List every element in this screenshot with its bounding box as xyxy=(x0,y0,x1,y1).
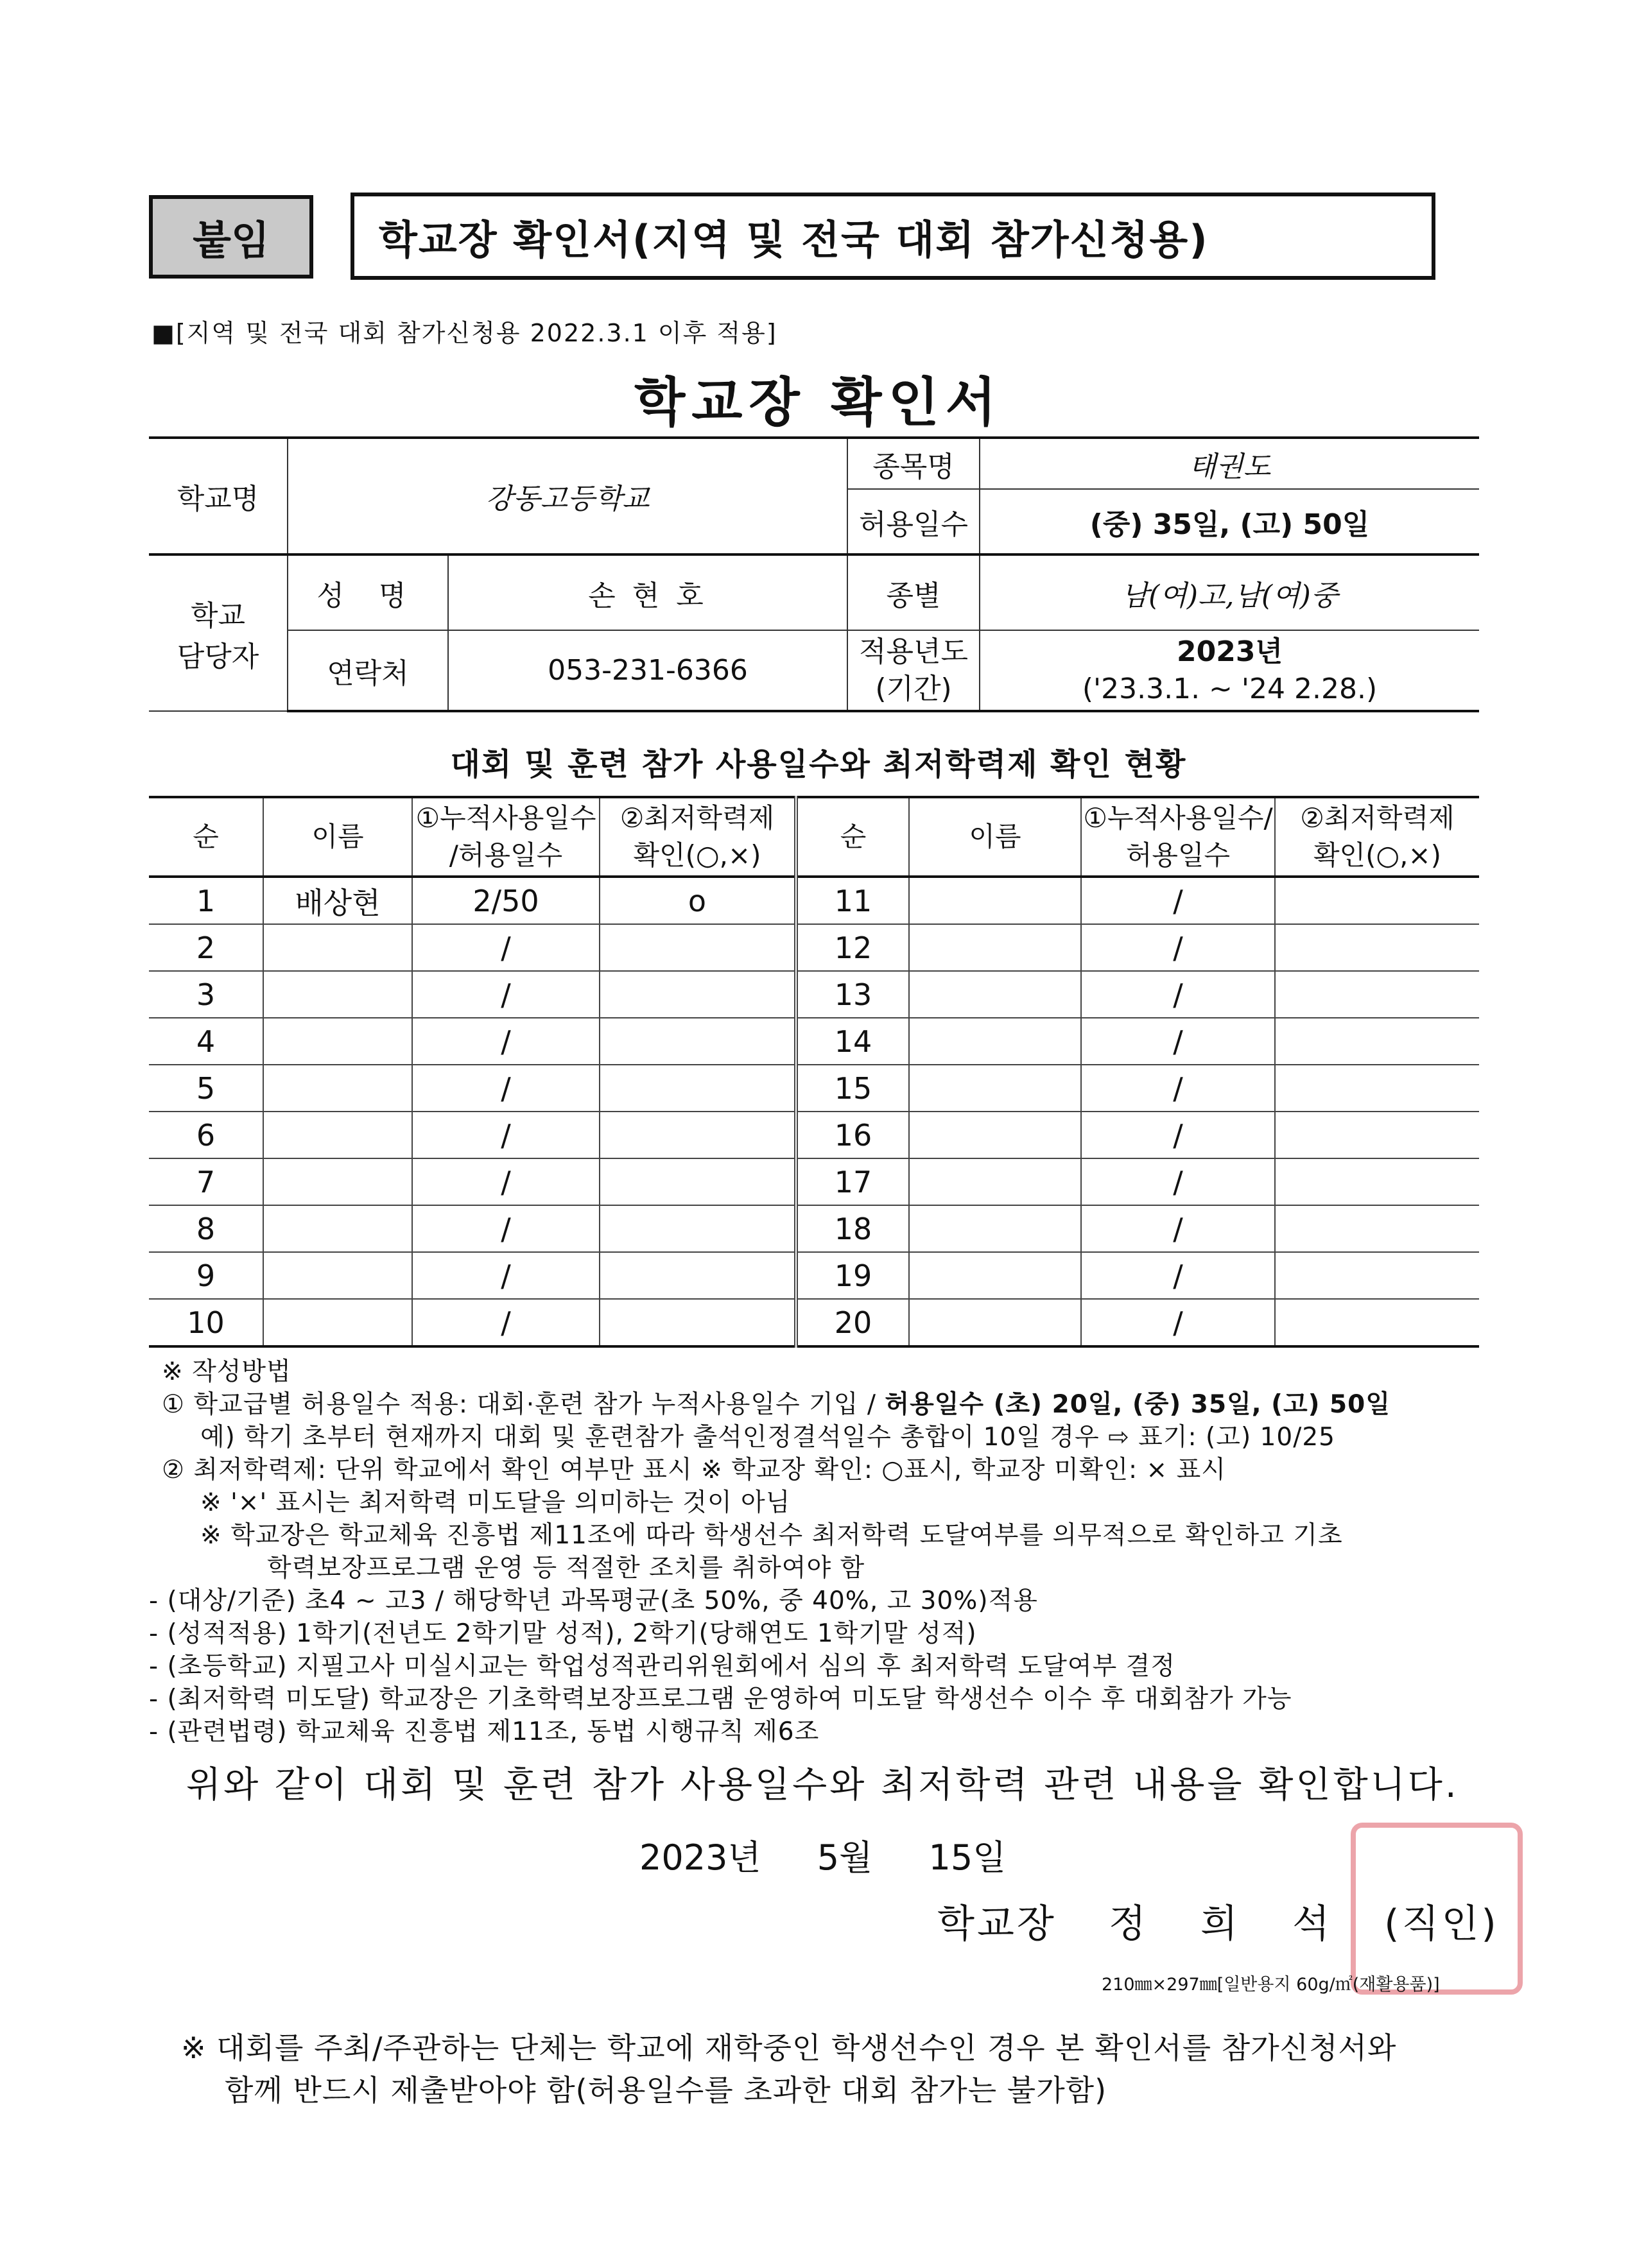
bottom-note-line2: 함께 반드시 제출받아야 함(허용일수를 초과한 대회 참가는 불가함) xyxy=(225,2073,1107,2108)
date-day: 15일 xyxy=(928,1837,1007,1878)
category-value: 남(여)고,남(여)중 xyxy=(980,554,1479,630)
row-no: 9 xyxy=(149,1252,263,1299)
table-row xyxy=(149,1252,1479,1299)
table-row xyxy=(149,877,1479,924)
seal-label: (직인) xyxy=(1384,1902,1499,1946)
principal-title: 학교장 xyxy=(937,1902,1057,1946)
row-no: 6 xyxy=(149,1112,263,1158)
row-name xyxy=(909,1018,1081,1065)
principal-name-3: 석 xyxy=(1292,1902,1333,1946)
detail-3: - (초등학교) 지필고사 미실시교는 학업성적관리위원회에서 심의 후 최저학력 도달여부 결정 xyxy=(149,1652,1176,1681)
school-name: 강동고등학교 xyxy=(288,438,847,554)
table-row xyxy=(149,1205,1479,1252)
info-table xyxy=(149,436,1479,712)
row-days: / xyxy=(412,1065,600,1112)
row-no: 12 xyxy=(796,924,909,971)
row-days: / xyxy=(1081,1158,1275,1205)
student-table xyxy=(149,796,1479,1348)
row-name xyxy=(263,924,412,971)
row-days: / xyxy=(1081,1299,1275,1346)
date-year: 2023년 xyxy=(639,1837,761,1878)
row-days: / xyxy=(412,1205,600,1252)
row-no: 14 xyxy=(796,1018,909,1065)
status-heading: 대회 및 훈련 참가 사용일수와 최저학력제 확인 현황 xyxy=(450,746,1187,782)
note-1-example: 예) 학기 초부터 현재까지 대회 및 훈련참가 출석인정결석일수 총합이 10일 경우 ⇨ 표기: (고) 10/25 xyxy=(200,1423,1335,1452)
allowed-days-value: (중) 35일, (고) 50일 xyxy=(980,489,1479,554)
row-check xyxy=(1275,971,1479,1018)
row-no: 7 xyxy=(149,1158,263,1205)
row-name xyxy=(909,1205,1081,1252)
form-title: 학교장 확인서(지역 및 전국 대회 참가신청용) xyxy=(351,193,1435,280)
year: 2023년 xyxy=(1177,635,1283,668)
note-2-sub2: ※ 학교장은 학교체육 진흥법 제11조에 따라 학생선수 최저학력 도달여부를 의무적으로 확인하고 기초 xyxy=(200,1521,1343,1550)
row-days: 2/50 xyxy=(412,877,600,924)
manager-name: 손 현 호 xyxy=(448,554,847,630)
row-check xyxy=(1275,1299,1479,1346)
date-month: 5월 xyxy=(817,1837,873,1878)
year-label xyxy=(847,630,980,711)
row-check xyxy=(600,1299,796,1346)
row-check xyxy=(1275,877,1479,924)
principal-signature xyxy=(937,1893,1499,1948)
row-check xyxy=(600,971,796,1018)
row-check xyxy=(1275,924,1479,971)
table-row xyxy=(149,1065,1479,1112)
row-days: / xyxy=(1081,1252,1275,1299)
row-days: / xyxy=(1081,1112,1275,1158)
row-no: 5 xyxy=(149,1065,263,1112)
header-min-right-line1: ②최저학력제 xyxy=(1300,802,1455,834)
allowed-days-label: 허용일수 xyxy=(847,489,980,554)
row-name xyxy=(263,1112,412,1158)
row-days: / xyxy=(412,1018,600,1065)
row-no: 10 xyxy=(149,1299,263,1346)
row-no: 4 xyxy=(149,1018,263,1065)
detail-5: - (관련법령) 학교체육 진흥법 제11조, 동법 시행규칙 제6조 xyxy=(149,1717,820,1746)
row-check xyxy=(1275,1112,1479,1158)
manager-label-line1: 학교 xyxy=(190,599,245,632)
year-label-line2: (기간) xyxy=(875,672,952,705)
row-check xyxy=(600,1018,796,1065)
table-row xyxy=(149,971,1479,1018)
apply-note: ■[지역 및 전국 대회 참가신청용 2022.3.1 이후 적용] xyxy=(152,319,777,347)
row-check xyxy=(1275,1018,1479,1065)
note-2-sub2-cont: 학력보장프로그램 운영 등 적절한 조치를 취하여야 함 xyxy=(267,1554,865,1583)
row-name xyxy=(263,971,412,1018)
header-no-right: 순 xyxy=(796,797,909,877)
bottom-note xyxy=(181,2027,1396,2111)
row-name: 배상현 xyxy=(263,877,412,924)
row-name xyxy=(909,1112,1081,1158)
header-days-right-line2: 허용일수 xyxy=(1125,839,1231,871)
contact-label: 연락처 xyxy=(288,630,448,711)
period: ('23.3.1. ~ '24 2.28.) xyxy=(1082,672,1378,705)
header-min-right xyxy=(1275,797,1479,877)
note-1 xyxy=(162,1388,1390,1421)
header-days-right-line1: ①누적사용일수/ xyxy=(1083,802,1273,834)
row-days: / xyxy=(1081,1018,1275,1065)
row-no: 16 xyxy=(796,1112,909,1158)
row-name xyxy=(909,1158,1081,1205)
header-min xyxy=(600,797,796,877)
row-days: / xyxy=(412,924,600,971)
note-2-sub1: ※ '×' 표시는 최저학력 미도달을 의미하는 것이 아님 xyxy=(200,1488,791,1517)
row-no: 1 xyxy=(149,877,263,924)
table-row xyxy=(149,1112,1479,1158)
paper-spec: 210㎜×297㎜[일반용지 60g/㎡(재활용품)] xyxy=(1102,1975,1440,1995)
row-no: 3 xyxy=(149,971,263,1018)
row-check xyxy=(600,1252,796,1299)
row-no: 17 xyxy=(796,1158,909,1205)
confirmation-text: 위와 같이 대회 및 훈련 참가 사용일수와 최저학력 관련 내용을 확인합니다. xyxy=(186,1764,1459,1806)
table-row xyxy=(149,1299,1479,1346)
contact-value: 053-231-6366 xyxy=(448,630,847,711)
row-days: / xyxy=(412,1112,600,1158)
manager-label-line2: 담당자 xyxy=(177,640,259,673)
header-min-line1: ②최저학력제 xyxy=(619,802,775,834)
notes-title: ※ 작성방법 xyxy=(162,1357,291,1386)
row-name xyxy=(909,924,1081,971)
school-name-label: 학교명 xyxy=(149,438,288,554)
row-name xyxy=(263,1158,412,1205)
row-check xyxy=(600,1112,796,1158)
row-check xyxy=(600,1205,796,1252)
row-name xyxy=(909,1299,1081,1346)
detail-4: - (최저학력 미도달) 학교장은 기초학력보장프로그램 운영하여 미도달 학생선수 이수 후 대회참가 가능 xyxy=(149,1685,1292,1714)
row-days: / xyxy=(412,1158,600,1205)
row-no: 11 xyxy=(796,877,909,924)
table-row xyxy=(149,1158,1479,1205)
note-1-bold: 허용일수 (초) 20일, (중) 35일, (고) 50일 xyxy=(885,1390,1390,1419)
table-row xyxy=(149,924,1479,971)
row-days: / xyxy=(1081,877,1275,924)
row-check xyxy=(1275,1065,1479,1112)
manager-label xyxy=(149,554,288,711)
year-label-line1: 적용년도 xyxy=(858,635,968,668)
row-check xyxy=(600,924,796,971)
row-name xyxy=(909,971,1081,1018)
principal-name-2: 희 xyxy=(1200,1902,1240,1946)
row-no: 8 xyxy=(149,1205,263,1252)
row-no: 20 xyxy=(796,1299,909,1346)
row-days: / xyxy=(1081,971,1275,1018)
header-days-line2: /허용일수 xyxy=(449,839,563,871)
row-name xyxy=(263,1205,412,1252)
row-no: 19 xyxy=(796,1252,909,1299)
row-check xyxy=(1275,1252,1479,1299)
detail-2: - (성적적용) 1학기(전년도 2학기말 성적), 2학기(당해연도 1학기말 성적) xyxy=(149,1619,977,1648)
row-name xyxy=(909,877,1081,924)
row-name xyxy=(263,1065,412,1112)
detail-1: - (대상/기준) 초4 ~ 고3 / 해당학년 과목평균(초 50%, 중 40%, 고 30%)적용 xyxy=(149,1586,1038,1615)
note-1-text: ① 학교급별 허용일수 적용: 대회·훈련 참가 누적사용일수 기입 / xyxy=(162,1390,885,1419)
row-no: 18 xyxy=(796,1205,909,1252)
issue-date xyxy=(639,1830,1006,1880)
row-days: / xyxy=(412,971,600,1018)
header-no: 순 xyxy=(149,797,263,877)
row-days: / xyxy=(412,1299,600,1346)
main-title: 학교장 확인서 xyxy=(634,372,1003,433)
header-min-right-line2: 확인(○,×) xyxy=(1313,839,1442,871)
row-no: 13 xyxy=(796,971,909,1018)
header-days-right xyxy=(1081,797,1275,877)
row-check: o xyxy=(600,877,796,924)
attachment-label: 붙임 xyxy=(149,195,313,279)
row-days: / xyxy=(1081,1205,1275,1252)
row-check xyxy=(600,1158,796,1205)
category-label: 종별 xyxy=(847,554,980,630)
row-days: / xyxy=(1081,924,1275,971)
row-no: 15 xyxy=(796,1065,909,1112)
name-label: 성 명 xyxy=(288,554,448,630)
writing-instructions xyxy=(149,1355,1390,1748)
header-days-line1: ①누적사용일수 xyxy=(415,802,596,834)
row-days: / xyxy=(412,1252,600,1299)
year-value xyxy=(980,630,1479,711)
note-2: ② 최저학력제: 단위 학교에서 확인 여부만 표시 ※ 학교장 확인: ○표시, 학교장 미확인: × 표시 xyxy=(162,1456,1226,1484)
row-check xyxy=(1275,1205,1479,1252)
row-name xyxy=(263,1018,412,1065)
header-name-right: 이름 xyxy=(909,797,1081,877)
row-name xyxy=(909,1252,1081,1299)
row-name xyxy=(263,1299,412,1346)
header-name: 이름 xyxy=(263,797,412,877)
row-name xyxy=(909,1065,1081,1112)
header-min-line2: 확인(○,×) xyxy=(633,839,761,871)
bottom-note-line1: ※ 대회를 주최/주관하는 단체는 학교에 재학중인 학생선수인 경우 본 확인서를 참가신청서와 xyxy=(181,2031,1397,2065)
row-check xyxy=(600,1065,796,1112)
event-value: 태권도 xyxy=(980,438,1479,489)
table-row xyxy=(149,1018,1479,1065)
event-label: 종목명 xyxy=(847,438,980,489)
row-no: 2 xyxy=(149,924,263,971)
header-days xyxy=(412,797,600,877)
row-check xyxy=(1275,1158,1479,1205)
row-days: / xyxy=(1081,1065,1275,1112)
principal-name-1: 정 xyxy=(1108,1902,1148,1946)
row-name xyxy=(263,1252,412,1299)
